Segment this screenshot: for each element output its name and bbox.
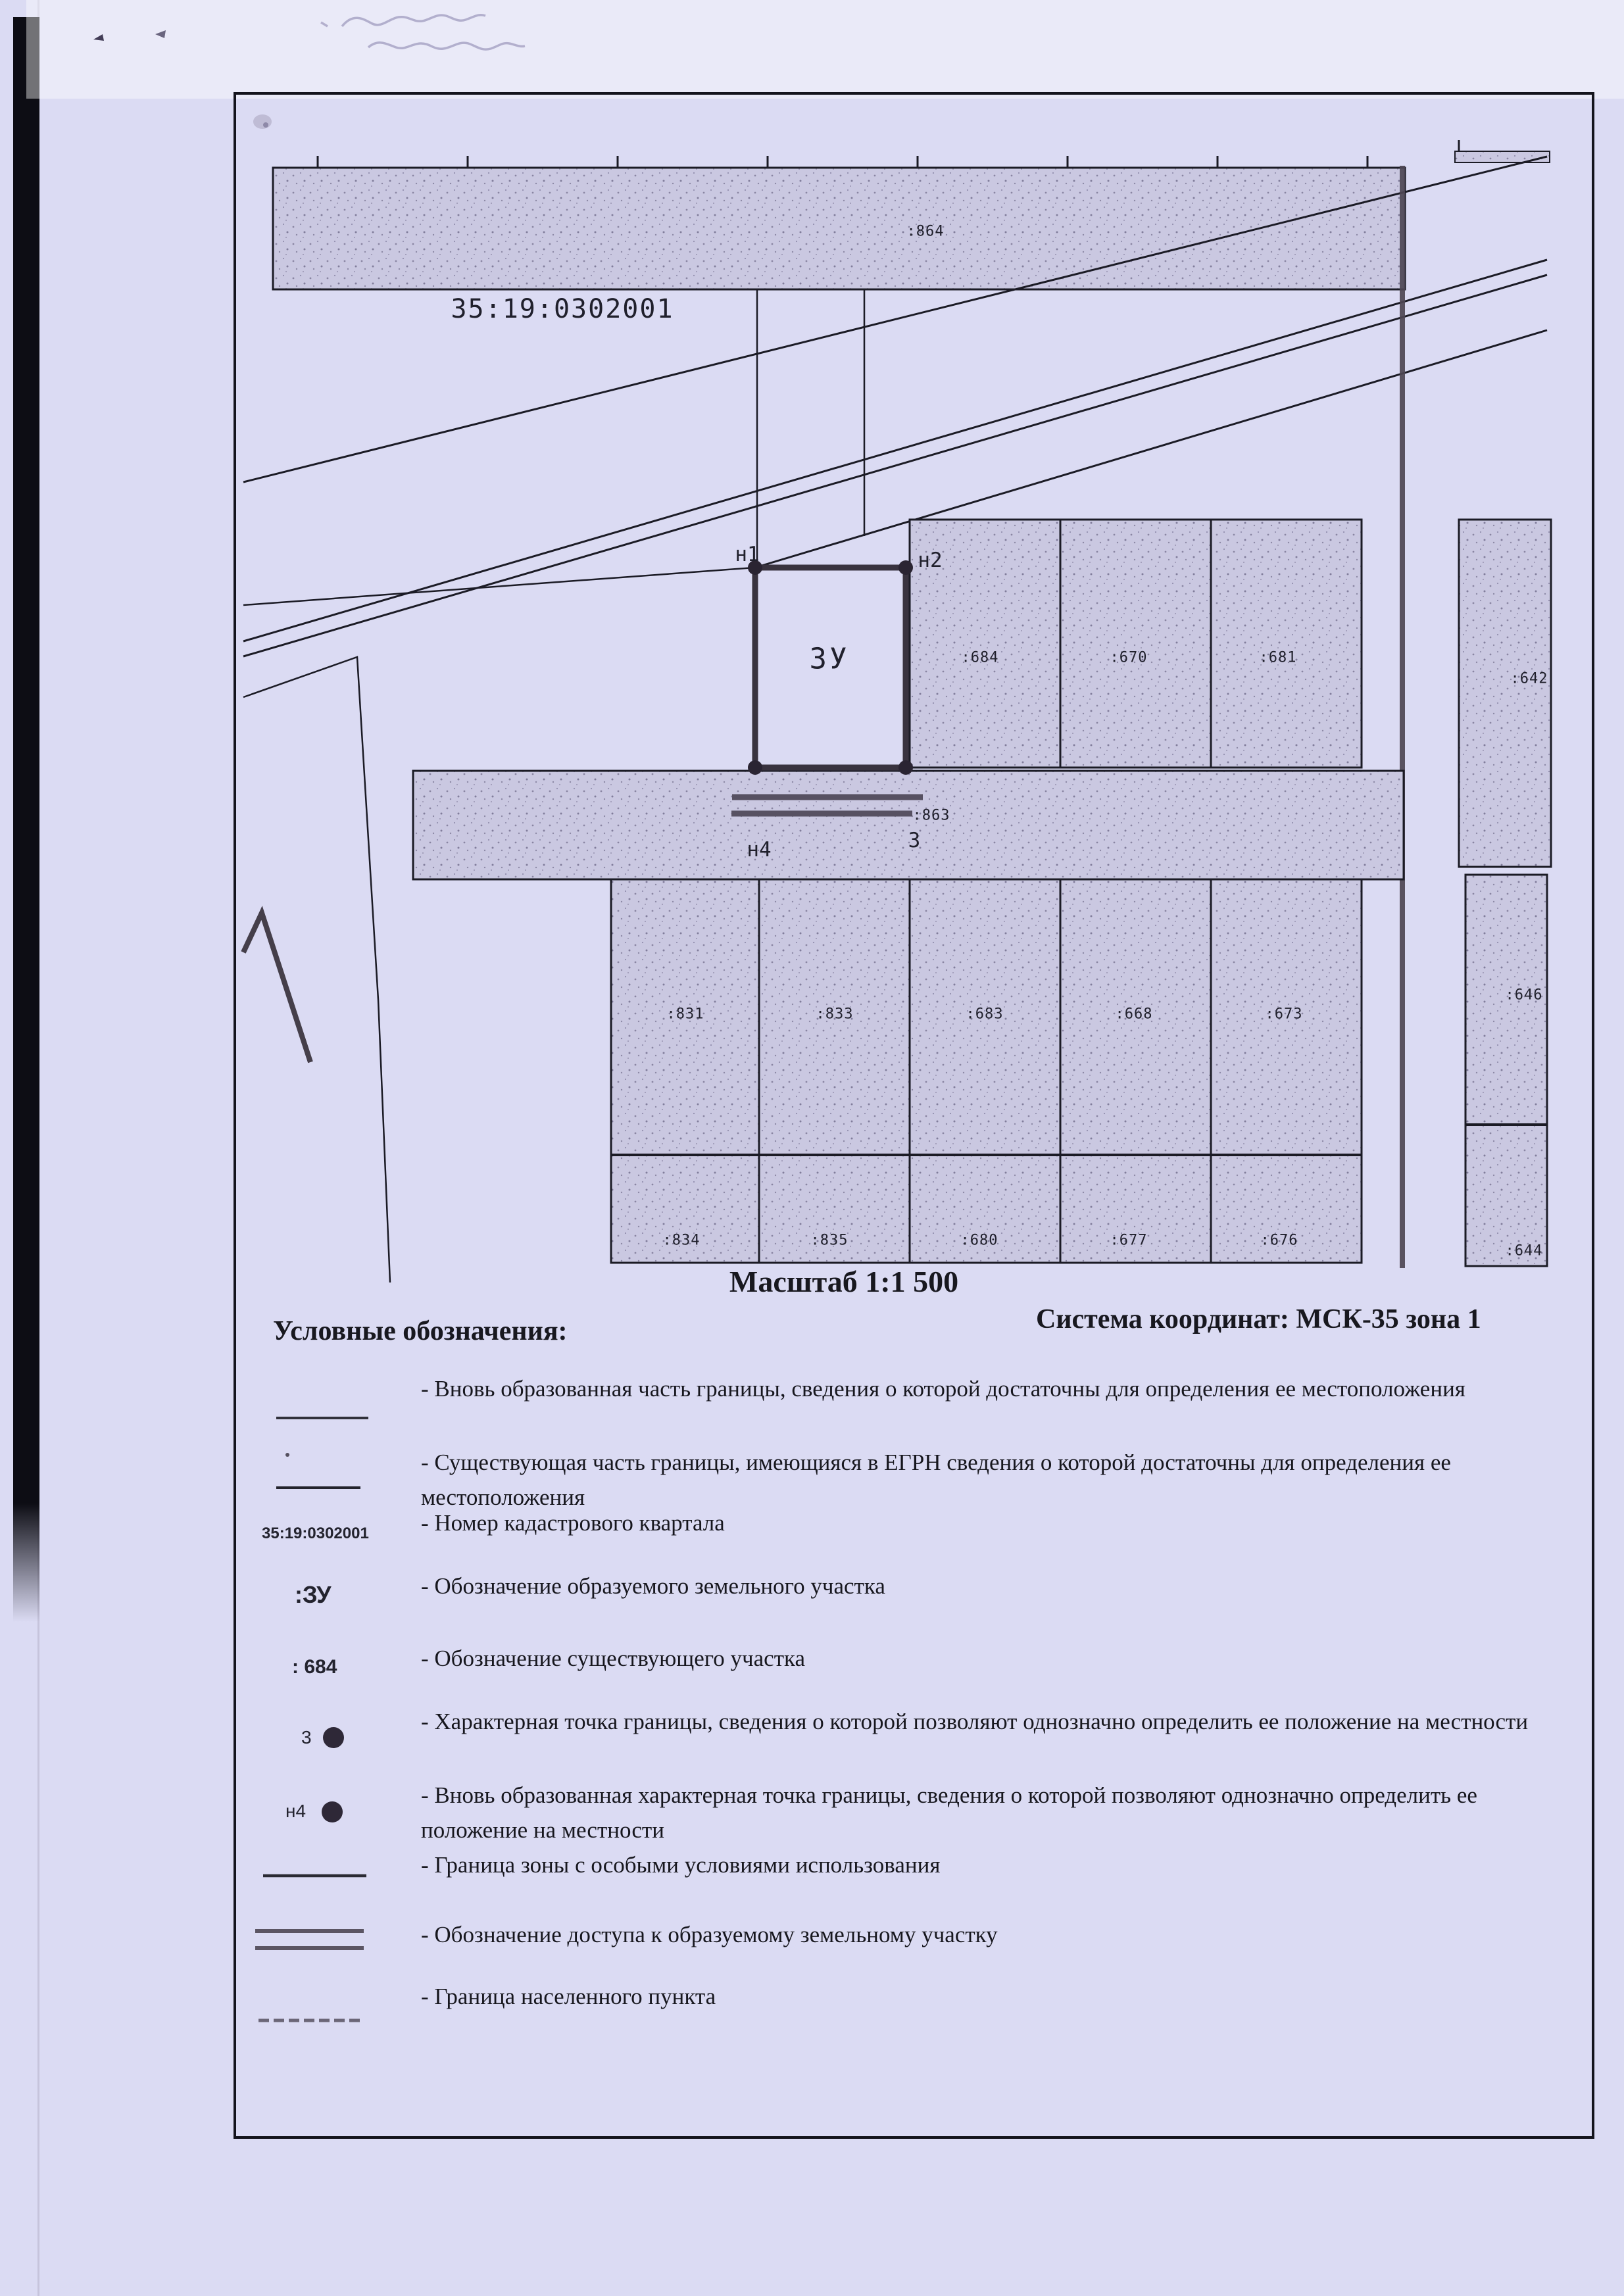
parcel-642-block — [1459, 520, 1551, 867]
parcel-label: :676 — [1260, 1232, 1298, 1249]
point-label-n4: н4 — [747, 838, 772, 862]
legend-existing-parcel-label: : 684 — [292, 1656, 337, 1678]
parcel-label: :670 — [1110, 649, 1148, 666]
pencil-mark — [93, 34, 104, 41]
parcel-label: :680 — [960, 1232, 998, 1249]
road-band-863 — [413, 771, 1404, 879]
legend-access-symbol — [255, 1931, 364, 1948]
parcel-label: :646 — [1505, 987, 1543, 1004]
parcel-label: :833 — [816, 1006, 854, 1023]
legend-row-text: - Граница населенного пункта — [421, 1984, 716, 2009]
point-label-n1: н1 — [735, 543, 760, 566]
lower-parcel-block — [611, 879, 1362, 1263]
legend-row-text: - Вновь образованная часть границы, сведения о которой достаточны для определения ее местоположения — [421, 1376, 1465, 1402]
point-label-3: 3 — [908, 829, 921, 852]
legend-formed-parcel-label: :ЗУ — [295, 1581, 332, 1608]
legend-quarter-number-label: 35:19:0302001 — [262, 1525, 369, 1542]
parcel-label: :684 — [961, 649, 999, 666]
settlement-boundary-chevron — [243, 913, 310, 1062]
legend-row-text: - Существующая часть границы, имеющияся в ЕГРН сведения о которой достаточны для определения ее местоположения — [421, 1450, 1451, 1510]
parcel-label: :863 — [912, 807, 950, 824]
upper-parcel-block — [910, 520, 1362, 768]
legend-characteristic-point-symbol — [323, 1727, 344, 1748]
point-label-n2: н2 — [918, 549, 943, 572]
parcel-label: :683 — [966, 1006, 1004, 1023]
coordinate-system-caption: Система координат: МСК-35 зона 1 — [1036, 1304, 1481, 1334]
legend-row-text: - Обозначение образуемого земельного участка — [421, 1573, 885, 1599]
scale-caption: Масштаб 1:1 500 — [729, 1265, 959, 1298]
legend-title: Условные обозначения: — [273, 1316, 568, 1346]
legend-row-text: - Граница зоны с особыми условиями использования — [421, 1852, 941, 1878]
parcel-label: :644 — [1505, 1242, 1543, 1259]
parcel-label: :835 — [810, 1232, 849, 1249]
parcel-864-band-fragment — [1455, 151, 1550, 162]
parcel-label: :642 — [1510, 670, 1548, 687]
parcel-label: :668 — [1115, 1006, 1153, 1023]
legend-row-text: - Характерная точка границы, сведения о которой позволяют однозначно определить ее положение на местности — [421, 1709, 1529, 1734]
legend-dot-artifact — [285, 1453, 289, 1457]
pencil-mark — [155, 30, 166, 38]
parcel-label: :834 — [662, 1232, 701, 1249]
legend-row-text: - Вновь образованная характерная точка границы, сведения о которой позволяют однозначно определить ее положение на местности — [421, 1782, 1477, 1843]
formed-parcel-label: ЗУ — [809, 642, 850, 676]
parcel-label: :673 — [1265, 1006, 1303, 1023]
parcel-label: :681 — [1259, 649, 1297, 666]
parcel-864-band — [273, 168, 1405, 289]
legend-new-characteristic-point-symbol — [322, 1801, 343, 1822]
legend-row-text: - Обозначение существующего участка — [421, 1646, 805, 1671]
boundary-ticks — [318, 140, 1459, 168]
legend-point-n4-label: н4 — [285, 1801, 307, 1821]
parcel-label: :677 — [1110, 1232, 1148, 1249]
right-parcel-block-646-644 — [1465, 875, 1547, 1266]
ink-smudge — [253, 114, 272, 129]
legend-row-text: - Номер кадастрового квартала — [421, 1510, 725, 1536]
legend-point-3-label: 3 — [301, 1727, 312, 1747]
legend-row-text: - Обозначение доступа к образуемому земельному участку — [421, 1922, 998, 1947]
cadastral-quarter-label: 35:19:0302001 — [451, 294, 674, 324]
handwriting-scribble — [321, 15, 525, 49]
parcel-label: :831 — [666, 1006, 704, 1023]
parcel-label: :864 — [906, 223, 945, 240]
